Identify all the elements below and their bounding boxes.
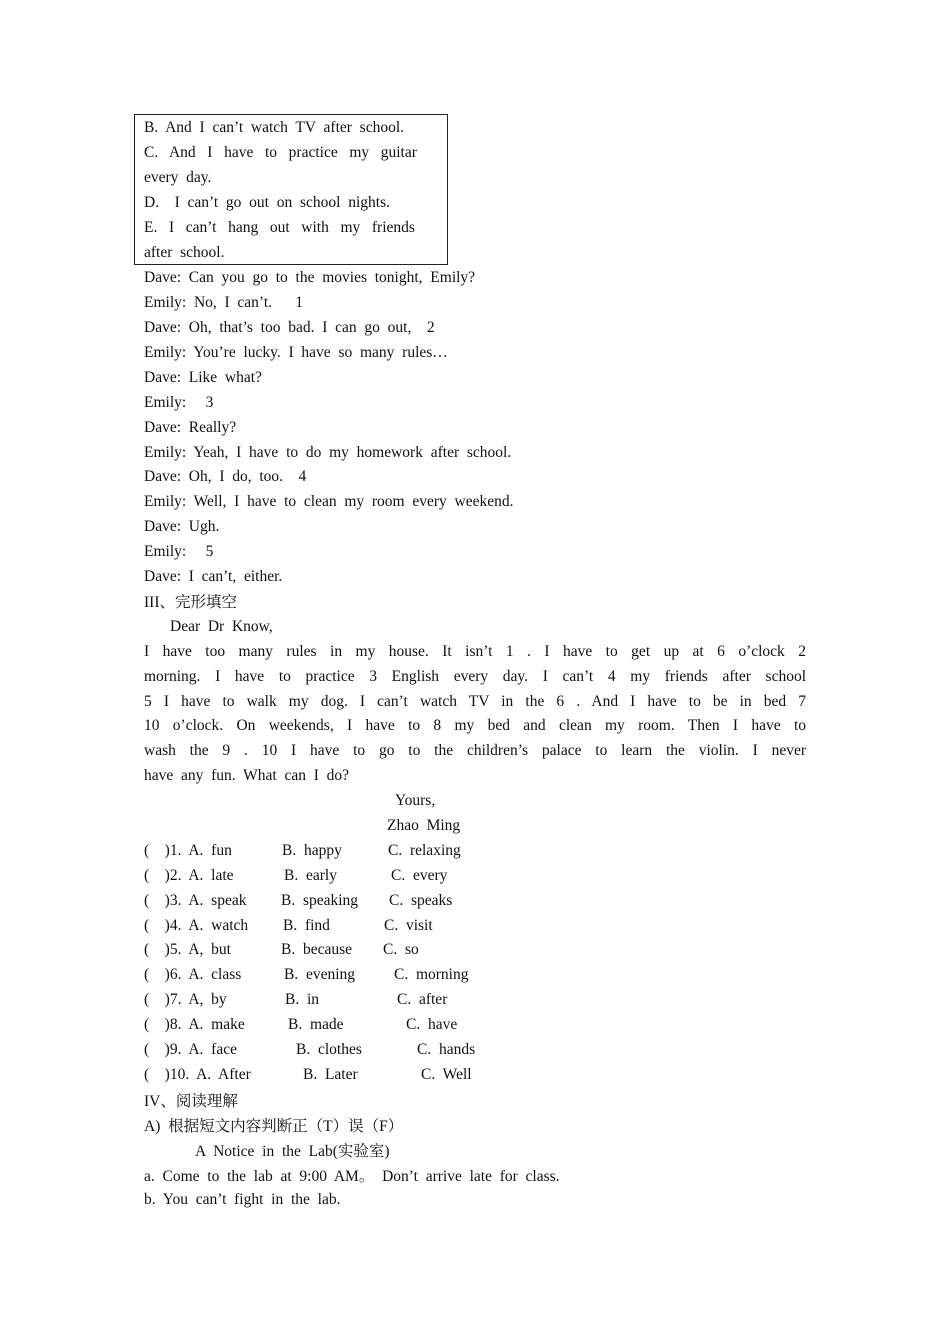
- option-c-choice: C. after: [397, 991, 448, 1008]
- option-b: B. And I can’t watch TV after school.: [144, 119, 405, 136]
- option-b-choice: B. find: [283, 917, 330, 934]
- dialogue-line: Emily: No, I can’t. 1: [144, 294, 303, 311]
- dialogue-line: Emily: 5: [144, 543, 214, 560]
- option-c: C. And I have to practice my guitar: [144, 144, 417, 161]
- question-number: ( )5. A, but: [144, 941, 231, 958]
- letter-greeting: Dear Dr Know,: [170, 618, 273, 635]
- option-b-choice: B. made: [288, 1016, 344, 1033]
- option-b-choice: B. early: [284, 867, 337, 884]
- question-number: ( )8. A. make: [144, 1016, 245, 1033]
- dialogue-line: Emily: 3: [144, 394, 214, 411]
- option-e-cont: after school.: [144, 244, 225, 261]
- dialogue-line: Dave: I can’t, either.: [144, 568, 283, 585]
- letter-line: I have too many rules in my house. It isn’t 1 . I have to get up at 6 o’clock 2: [144, 643, 806, 660]
- question-number: ( )7. A, by: [144, 991, 227, 1008]
- option-b-choice: B. clothes: [296, 1041, 362, 1058]
- option-d: D. I can’t go out on school nights.: [144, 194, 390, 211]
- option-c-choice: C. relaxing: [388, 842, 461, 859]
- dialogue-line: Dave: Really?: [144, 419, 237, 436]
- section-4-title: IV、阅读理解: [144, 1093, 238, 1110]
- dialogue-line: Dave: Like what?: [144, 369, 262, 386]
- dialogue-line: Dave: Oh, I do, too. 4: [144, 468, 307, 485]
- letter-line: morning. I have to practice 3 English every day. I can’t 4 my friends after school: [144, 668, 806, 685]
- letter-last-line: have any fun. What can I do?: [144, 767, 350, 784]
- letter-line: 10 o’clock. On weekends, I have to 8 my bed and clean my room. Then I have to: [144, 717, 806, 734]
- question-number: ( )9. A. face: [144, 1041, 237, 1058]
- option-c-choice: C. hands: [417, 1041, 476, 1058]
- notice-item: b. You can’t fight in the lab.: [144, 1191, 341, 1208]
- section-3-title: III、完形填空: [144, 594, 237, 611]
- option-c-choice: C. morning: [394, 966, 469, 983]
- option-c-choice: C. speaks: [389, 892, 453, 909]
- option-b-choice: B. Later: [303, 1066, 358, 1083]
- dialogue-line: Dave: Ugh.: [144, 518, 220, 535]
- option-b-choice: B. because: [281, 941, 353, 958]
- option-c-choice: C. every: [391, 867, 448, 884]
- question-number: ( )10. A. After: [144, 1066, 251, 1083]
- notice-title: A Notice in the Lab(实验室): [195, 1143, 390, 1160]
- dialogue-line: Emily: Yeah, I have to do my homework after school.: [144, 444, 512, 461]
- option-b-choice: B. in: [285, 991, 320, 1008]
- option-e: E. I can’t hang out with my friends: [144, 219, 415, 236]
- option-c-choice: C. so: [383, 941, 419, 958]
- notice-item: a. Come to the lab at 9:00 AM。 Don’t arrive late for class.: [144, 1168, 560, 1185]
- question-number: ( )4. A. watch: [144, 917, 249, 934]
- option-c-choice: C. have: [406, 1016, 458, 1033]
- letter-line: 5 I have to walk my dog. I can’t watch TV in the 6 . And I have to be in bed 7: [144, 693, 806, 710]
- option-b-choice: B. speaking: [281, 892, 359, 909]
- option-c-choice: C. Well: [421, 1066, 472, 1083]
- dialogue-line: Emily: You’re lucky. I have so many rules…: [144, 344, 448, 361]
- question-number: ( )3. A. speak: [144, 892, 247, 909]
- dialogue-line: Emily: Well, I have to clean my room every weekend.: [144, 493, 514, 510]
- question-number: ( )6. A. class: [144, 966, 242, 983]
- question-number: ( )1. A. fun: [144, 842, 232, 859]
- option-b-choice: B. happy: [282, 842, 342, 859]
- dialogue-line: Dave: Oh, that’s too bad. I can go out, 2: [144, 319, 435, 336]
- option-b-choice: B. evening: [284, 966, 356, 983]
- letter-closing: Yours,: [395, 792, 436, 809]
- option-c-cont: every day.: [144, 169, 212, 186]
- dialogue-line: Dave: Can you go to the movies tonight, Emily?: [144, 269, 476, 286]
- section-4-subtitle: A) 根据短文内容判断正（T）误（F）: [144, 1118, 404, 1135]
- letter-signature: Zhao Ming: [387, 817, 461, 834]
- letter-line: wash the 9 . 10 I have to go to the children’s palace to learn the violin. I never: [144, 742, 806, 759]
- question-number: ( )2. A. late: [144, 867, 234, 884]
- option-c-choice: C. visit: [384, 917, 433, 934]
